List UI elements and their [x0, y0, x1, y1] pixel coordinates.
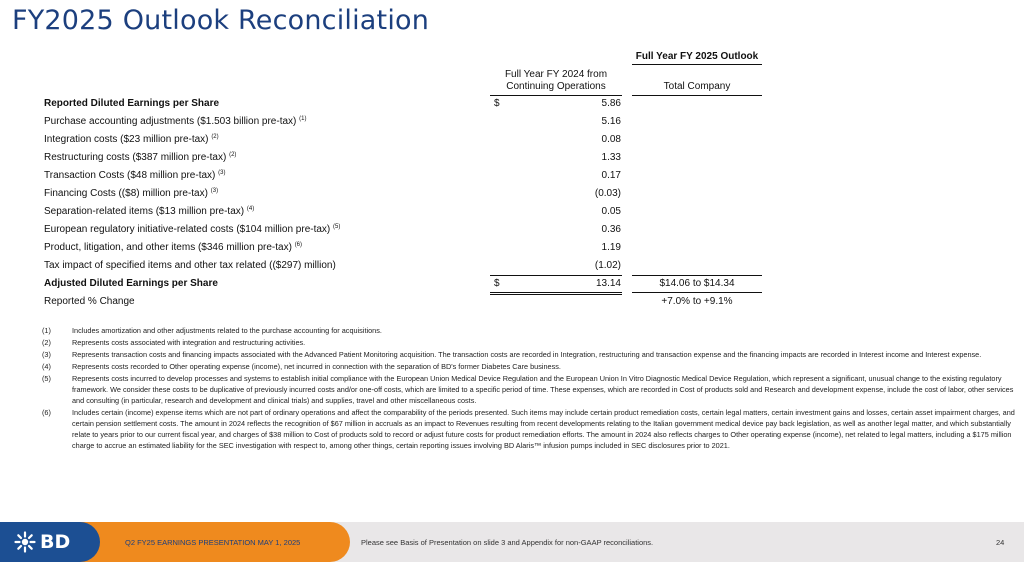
row-label: Reported Diluted Earnings per Share	[44, 98, 220, 109]
footnote-ref: (2)	[229, 152, 237, 158]
footnote-ref: (6)	[294, 242, 303, 248]
basis-note: Please see Basis of Presentation on slide 3 and Appendix for non-GAAP reconciliations.	[361, 538, 654, 547]
row-label: Financing Costs (($8) million pre-tax) $^{(3)}$	[44, 188, 219, 199]
table-row	[44, 221, 764, 239]
footnote	[42, 337, 1017, 348]
row-label: Separation-related items ($13 million pre-tax) $^{(4)}$	[44, 206, 255, 217]
header-fy2024-line2: Continuing Operations	[506, 81, 606, 92]
fy2024-value: 0.36	[601, 224, 621, 235]
footer-blue-band	[0, 522, 100, 562]
footnote-text: Includes certain (income) expense items which are not part of ordinary operations and affect the comparability of the periods presented. Such items may include certain product remediation costs, certain legal matters, certain investment gains and losses, certain asset impairment charges, and certain pension settlement costs. The amount in 2024 reflects the recognition of $67 million in accruals as an impact to Revenues resulting from recent developments relating to the Italian government medical device pay back legislation, as well as another legal matter, and which substantially relate to years prior to our current fiscal year, and charges of $38 million to Cost of products sold to record or adjust future costs for product remediation efforts. The amount in 2024 also reflects charges to Other operating expense (income), net related to legal matters, including a $175 million charge to accrue an estimated liability for the SEC investigation with respect to, among other things, certain reporting issues involving BD Alaris™ infusion pumps included in SEC disclosures prior to 2021.	[72, 408, 1015, 450]
table-row	[44, 167, 764, 185]
row-label: Restructuring costs ($387 million pre-tax) $^{(2)}$	[44, 152, 237, 163]
footnote	[42, 349, 1017, 360]
table-row	[44, 95, 764, 113]
row-label: Product, litigation, and other items ($346 million pre-tax) $^{(6)}$	[44, 242, 303, 253]
fy2024-value: (0.03)	[594, 188, 621, 199]
footnote	[42, 407, 1017, 451]
page-number: 24	[996, 538, 1005, 547]
footnote-number: (5)	[42, 374, 51, 383]
fy2024-value: 1.33	[601, 152, 621, 163]
footnote-text: Represents costs incurred to develop processes and systems to establish initial compliance with the European Union Medical Device Regulation and the European Union In Vitro Diagnostic Medical Device Regulation, which represent a significant, unusual change to the existing regulatory framework. We consider these costs to be duplicative of previously incurred costs and/or one-off costs, which are limited to a specific period of time. These expenses, which are recorded in Cost of products sold and Research and development expense, include the cost of labor, other services and consulting (in particular, research and development and clinical trials) and supplies, travel and other miscellaneous costs.	[72, 374, 1014, 405]
footnote-ref: (5)	[333, 224, 341, 230]
header-fy2024-line1: Full Year FY 2024 from	[504, 69, 608, 80]
footnote	[42, 373, 1017, 406]
footnote-ref: (3)	[210, 188, 219, 194]
footnote	[42, 361, 1017, 372]
footnote-ref: (1)	[299, 116, 307, 122]
table-row	[44, 131, 764, 149]
row-label: Integration costs ($23 million pre-tax) $^{(2)}$	[44, 134, 219, 145]
footnote-text: Includes amortization and other adjustments related to the purchase accounting for acquisitions.	[72, 326, 382, 335]
footnote-text: Represents transaction costs and financing impacts associated with the Advanced Patient Monitoring acquisition. The transaction costs are recorded in Integration, restructuring and transaction expense and the financing impacts are recorded in Interest income and Interest expense.	[72, 350, 982, 359]
fy2024-value: 0.08	[601, 134, 621, 145]
fy2024-value: 13.14	[595, 278, 621, 289]
footnote-text: Represents costs recorded to Other operating expense (income), net incurred in connection with the separation of BD's former Diabetes Care business.	[72, 362, 561, 371]
row-label: European regulatory initiative-related costs ($104 million pre-tax) $^{(5)}$	[44, 224, 341, 235]
footnote-number: (4)	[42, 362, 51, 371]
footer-bar	[0, 522, 1024, 562]
table-row	[44, 239, 764, 257]
header-total-company: Total Company	[663, 81, 731, 92]
fy2024-value: 5.16	[601, 116, 621, 127]
footnote-number: (3)	[42, 350, 51, 359]
header-rule	[632, 64, 762, 65]
footnote-ref: (2)	[211, 134, 219, 140]
bd-logo: BD	[40, 531, 71, 553]
page-title: FY2025 Outlook Reconciliation	[12, 5, 430, 36]
bd-starburst-icon	[14, 531, 36, 553]
footnote-ref: (4)	[246, 206, 255, 212]
table-row	[44, 185, 764, 203]
footnote-ref: (3)	[218, 170, 226, 176]
row-label: Tax impact of specified items and other tax related (($297) million)	[44, 260, 336, 271]
footnotes	[42, 325, 1017, 452]
header-fy2025-outlook: Full Year FY 2025 Outlook	[635, 51, 759, 62]
table-row	[44, 203, 764, 221]
presentation-label: Q2 FY25 EARNINGS PRESENTATION MAY 1, 2025	[125, 538, 301, 547]
row-label: Purchase accounting adjustments ($1.503 billion pre-tax) $^{(1)}$	[44, 116, 307, 127]
dollar-sign: $	[494, 98, 500, 109]
table-row	[44, 257, 764, 275]
fy2025-outlook-value: +7.0% to +9.1%	[661, 296, 733, 307]
fy2024-value: 1.19	[601, 242, 621, 253]
footnote-text: Represents costs associated with integration and restructuring activities.	[72, 338, 306, 347]
table-row	[44, 149, 764, 167]
table-row	[44, 113, 764, 131]
fy2024-value: 0.05	[601, 206, 621, 217]
table-row	[44, 275, 764, 293]
fy2024-value: 5.86	[601, 98, 621, 109]
fy2025-outlook-value: $14.06 to $14.34	[659, 278, 735, 289]
footnote-number: (2)	[42, 338, 51, 347]
row-label: Adjusted Diluted Earnings per Share	[44, 278, 218, 289]
footnote-number: (6)	[42, 408, 51, 417]
footnote-number: (1)	[42, 326, 51, 335]
header-fy2024	[490, 69, 622, 93]
table-row	[44, 293, 764, 311]
row-label: Reported % Change	[44, 296, 135, 307]
fy2024-value: 0.17	[601, 170, 621, 181]
footnote	[42, 325, 1017, 336]
row-label: Transaction Costs ($48 million pre-tax) $^{(3)}$	[44, 170, 226, 181]
dollar-sign: $	[494, 278, 500, 289]
fy2024-value: (1.02)	[594, 260, 621, 271]
